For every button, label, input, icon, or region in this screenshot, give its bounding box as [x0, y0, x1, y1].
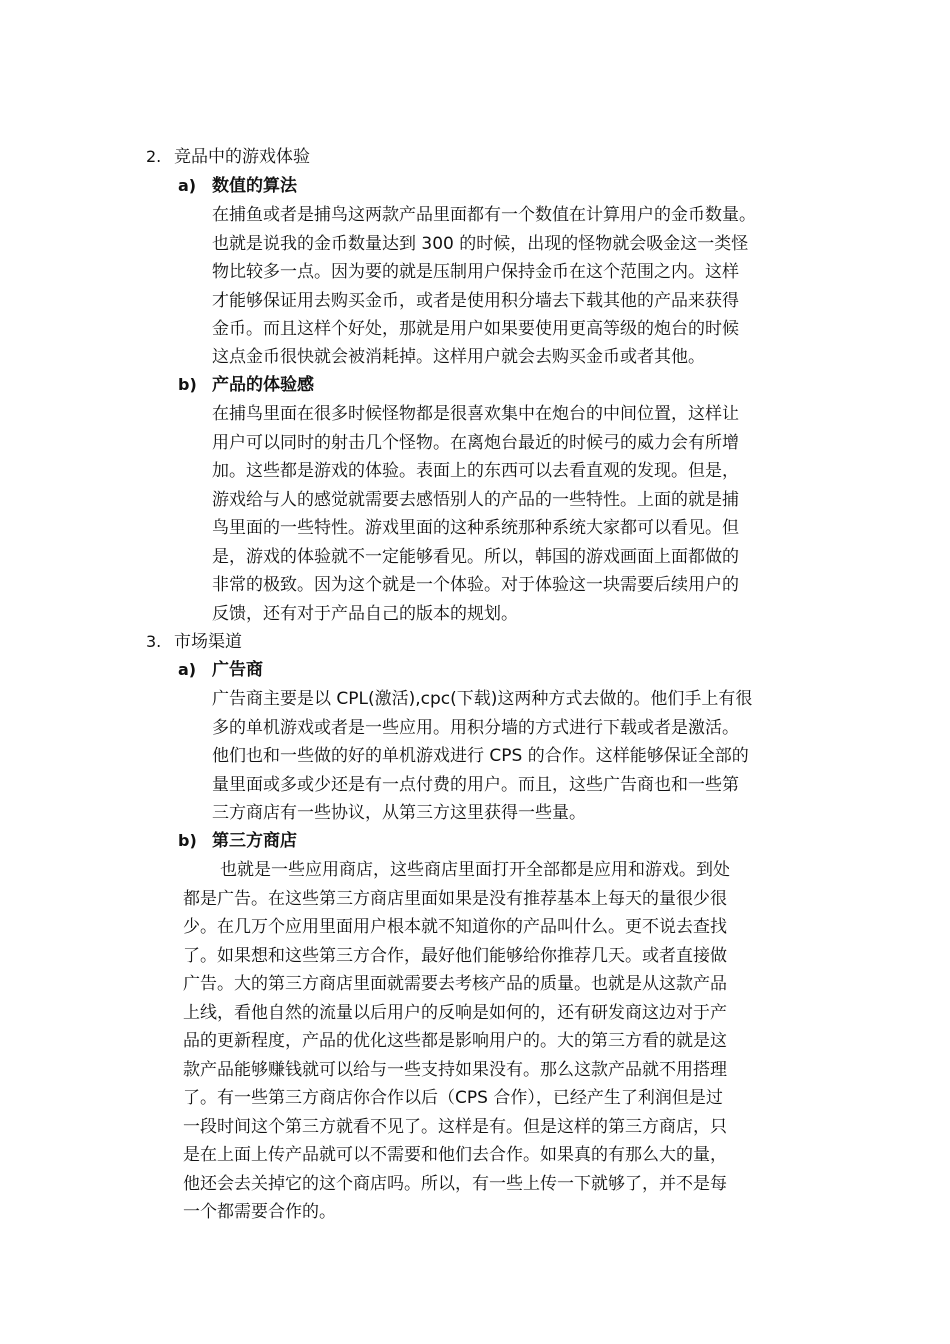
- paragraph-line: 广告商主要是以 CPL(激活),cpc(下载)这两种方式去做的。他们手上有很: [212, 689, 753, 709]
- paragraph-line: 一段时间这个第三方就看不见了。这样是有。但是这样的第三方商店，只: [183, 1117, 727, 1137]
- paragraph-line: 物比较多一点。因为要的就是压制用户保持金币在这个范围之内。这样: [212, 262, 739, 282]
- paragraph-line: 这点金币很快就会被消耗掉。这样用户就会去购买金币或者其他。: [212, 347, 705, 367]
- subsection-3a-letter: a): [178, 660, 197, 679]
- section-2-number: 2.: [146, 147, 162, 166]
- paragraph-line: 加。这些都是游戏的体验。表面上的东西可以去看直观的发现。但是，: [212, 461, 739, 481]
- subsection-3b-letter: b): [178, 831, 197, 850]
- paragraph-line: 品的更新程度，产品的优化这些都是影响用户的。大的第三方看的就是这: [183, 1031, 727, 1051]
- section-3-number: 3.: [146, 632, 162, 651]
- section-2-title: 竞品中的游戏体验: [174, 147, 310, 167]
- paragraph-line: 一个都需要合作的。: [183, 1202, 336, 1222]
- paragraph-line: 款产品能够赚钱就可以给与一些支持如果没有。那么这款产品就不用搭理: [183, 1060, 727, 1080]
- paragraph-line: 上线，看他自然的流量以后用户的反响是如何的，还有研发商这边对于产: [183, 1003, 727, 1023]
- paragraph-line: 是在上面上传产品就可以不需要和他们去合作。如果真的有那么大的量，: [183, 1145, 727, 1165]
- paragraph-line: 都是广告。在这些第三方商店里面如果是没有推荐基本上每天的量很少很: [183, 889, 727, 909]
- subsection-2a-letter: a): [178, 176, 197, 195]
- subsection-3b-heading: 第三方商店: [212, 831, 297, 851]
- paragraph-line: 多的单机游戏或者是一些应用。用积分墙的方式进行下载或者是激活。: [212, 718, 739, 738]
- paragraph-line: 了。如果想和这些第三方合作，最好他们能够给你推荐几天。或者直接做: [183, 946, 727, 966]
- paragraph-line: 他们也和一些做的好的单机游戏进行 CPS 的合作。这样能够保证全部的: [212, 746, 749, 766]
- paragraph-line: 在捕鱼或者是捕鸟这两款产品里面都有一个数值在计算用户的金币数量。: [212, 205, 756, 225]
- paragraph-line: 量里面或多或少还是有一点付费的用户。而且，这些广告商也和一些第: [212, 775, 739, 795]
- subsection-3a-heading: 广告商: [212, 660, 263, 680]
- paragraph-line: 三方商店有一些协议，从第三方这里获得一些量。: [212, 803, 586, 823]
- paragraph-line: 反馈，还有对于产品自己的版本的规划。: [212, 604, 518, 624]
- paragraph-line: 金币。而且这样个好处，那就是用户如果要使用更高等级的炮台的时候: [212, 319, 739, 339]
- paragraph-line: 游戏给与人的感觉就需要去感悟别人的产品的一些特性。上面的就是捕: [212, 490, 739, 510]
- subsection-2b-letter: b): [178, 375, 197, 394]
- paragraph-line: 才能够保证用去购买金币，或者是使用积分墙去下载其他的产品来获得: [212, 291, 739, 311]
- subsection-2a-heading: 数值的算法: [212, 176, 297, 196]
- paragraph-line: 是，游戏的体验就不一定能够看见。所以，韩国的游戏画面上面都做的: [212, 547, 739, 567]
- paragraph-line: 也就是说我的金币数量达到 300 的时候，出现的怪物就会吸金这一类怪: [212, 234, 749, 254]
- section-3-title: 市场渠道: [174, 632, 242, 652]
- paragraph-line: 鸟里面的一些特性。游戏里面的这种系统那种系统大家都可以看见。但: [212, 518, 739, 538]
- paragraph-line: 也就是一些应用商店，这些商店里面打开全部都是应用和游戏。到处: [220, 860, 730, 880]
- paragraph-line: 用户可以同时的射击几个怪物。在离炮台最近的时候弓的威力会有所增: [212, 433, 739, 453]
- paragraph-line: 在捕鸟里面在很多时候怪物都是很喜欢集中在炮台的中间位置，这样让: [212, 404, 739, 424]
- paragraph-line: 非常的极致。因为这个就是一个体验。对于体验这一块需要后续用户的: [212, 575, 739, 595]
- paragraph-line: 少。在几万个应用里面用户根本就不知道你的产品叫什么。更不说去查找: [183, 917, 727, 937]
- paragraph-line: 他还会去关掉它的这个商店吗。所以，有一些上传一下就够了，并不是每: [183, 1174, 727, 1194]
- paragraph-line: 广告。大的第三方商店里面就需要去考核产品的质量。也就是从这款产品: [183, 974, 727, 994]
- paragraph-line: 了。有一些第三方商店你合作以后（CPS 合作），已经产生了利润但是过: [183, 1088, 723, 1108]
- subsection-2b-heading: 产品的体验感: [212, 375, 314, 395]
